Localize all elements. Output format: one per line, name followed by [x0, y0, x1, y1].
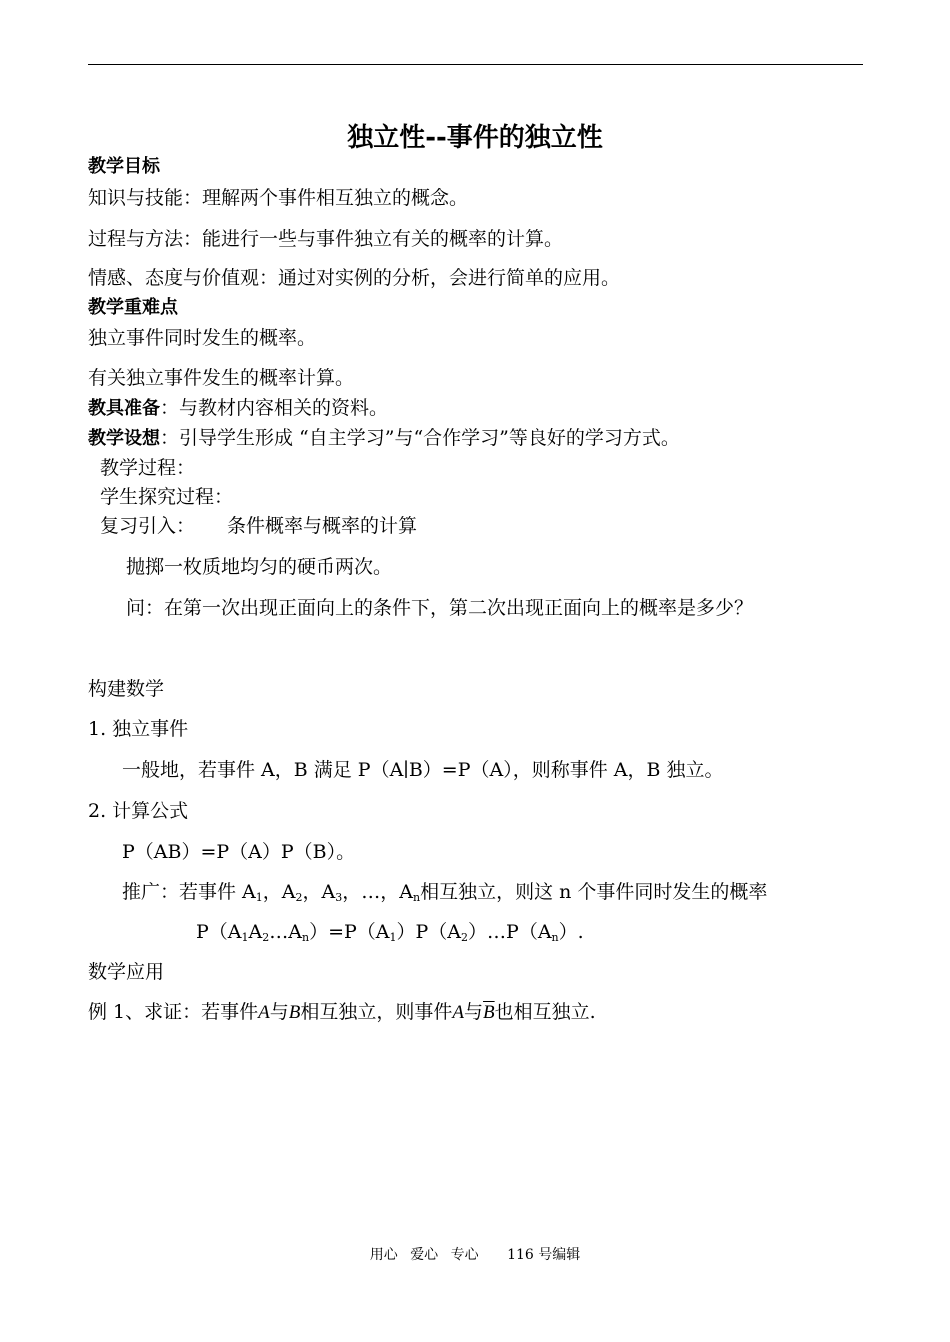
sub-2: 2	[295, 891, 303, 904]
review-line	[100, 514, 417, 538]
var-a-2: A	[452, 1002, 464, 1023]
gen-text-e: 相互独立，则这 n 个事件同时发生的概率	[420, 881, 768, 903]
application-heading: 数学应用	[88, 961, 165, 983]
var-b: B	[288, 1002, 301, 1023]
prod-sub-1b: 1	[389, 931, 397, 944]
review-label: 复习引入：	[100, 515, 196, 537]
page-title: 独立性--事件的独立性	[347, 123, 603, 153]
item1-title: 1. 独立事件	[88, 718, 189, 740]
prod-sub-2: 2	[262, 931, 270, 944]
prod-g: ）.	[558, 921, 584, 943]
tools-line	[88, 396, 388, 421]
tools-label: 教具准备	[88, 398, 160, 419]
gen-text-b: ，A	[262, 881, 296, 903]
ex-text-b: 与	[269, 1001, 289, 1023]
keypoints-heading: 教学重难点	[88, 297, 178, 318]
product-formula	[196, 920, 584, 944]
example-1	[88, 1000, 596, 1025]
goal-process: 过程与方法：能进行一些与事件独立有关的概率的计算。	[88, 228, 564, 250]
item1-text: 一般地，若事件 A，B 满足 P（A∣B）=P（A），则称事件 A，B 独立。	[122, 759, 724, 781]
prod-e: ）P（A	[396, 921, 462, 943]
ex-text-e: 也相互独立.	[494, 1001, 596, 1023]
footer-item-4: 116 号编辑	[507, 1247, 581, 1263]
footer-item-3: 专心	[450, 1247, 479, 1263]
header-rule	[88, 64, 863, 65]
prod-a: P（A	[196, 921, 242, 943]
construct-heading: 构建数学	[88, 678, 165, 700]
page-footer	[0, 1246, 950, 1264]
prod-d: ）=P（A	[309, 921, 390, 943]
process-line: 教学过程：	[100, 457, 196, 479]
prod-c: …A	[269, 921, 302, 943]
ex-text-d: 与	[464, 1001, 484, 1023]
prod-b: A	[248, 921, 263, 943]
tools-text: ：与教材内容相关的资料。	[160, 397, 389, 419]
question-line: 问：在第一次出现正面向上的条件下，第二次出现正面向上的概率是多少？	[126, 597, 754, 619]
sub-3: 3	[335, 891, 343, 904]
gen-text-d: ，…，A	[342, 881, 413, 903]
keypoint-1: 独立事件同时发生的概率。	[88, 327, 317, 349]
sub-n: n	[412, 891, 421, 904]
item2-title: 2. 计算公式	[88, 800, 189, 822]
keypoint-2: 有关独立事件发生的概率计算。	[88, 367, 355, 389]
goal-attitude: 情感、态度与价值观：通过对实例的分析，会进行简单的应用。	[88, 267, 621, 289]
footer-item-2: 爱心	[410, 1247, 439, 1263]
ex-text-a: 例 1、求证：若事件	[88, 1001, 259, 1023]
design-label: 教学设想	[88, 428, 160, 449]
generalization	[122, 880, 767, 904]
review-text: 条件概率与概率的计算	[227, 515, 418, 537]
design-line	[88, 426, 680, 451]
prod-sub-n: n	[301, 931, 310, 944]
prod-sub-2b: 2	[461, 931, 469, 944]
prod-sub-nb: n	[551, 931, 559, 944]
var-b-complement: $\overline{B}$	[483, 1002, 495, 1023]
gen-text-c: ，A	[302, 881, 336, 903]
footer-item-1: 用心	[369, 1247, 398, 1263]
gen-text-a: 推广：若事件 A	[122, 881, 256, 903]
goals-heading: 教学目标	[88, 156, 160, 177]
goal-knowledge: 知识与技能：理解两个事件相互独立的概念。	[88, 187, 469, 209]
formula: P（AB）=P（A）P（B）。	[122, 841, 356, 863]
var-a: A	[258, 1002, 270, 1023]
prod-sub-1: 1	[241, 931, 249, 944]
coin-line: 抛掷一枚质地均匀的硬币两次。	[126, 556, 393, 578]
explore-line: 学生探究过程：	[100, 486, 234, 508]
design-text: ：引导学生形成 “自主学习”与“合作学习”等良好的学习方式。	[160, 427, 680, 449]
prod-f: ）…P（A	[468, 921, 552, 943]
ex-text-c: 相互独立，则事件	[300, 1001, 453, 1023]
sub-1: 1	[255, 891, 263, 904]
